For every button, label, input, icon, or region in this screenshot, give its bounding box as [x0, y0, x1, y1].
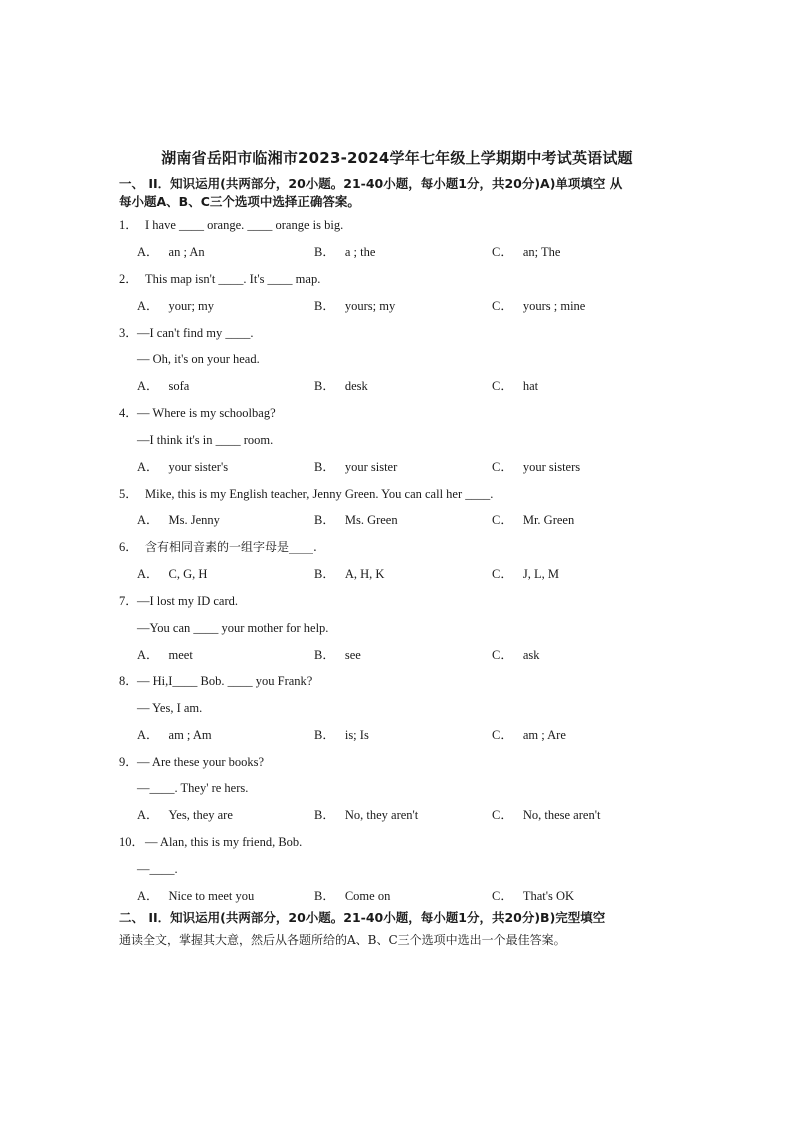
- option-a: A． Nice to meet you: [137, 889, 255, 903]
- options-row: [119, 726, 679, 744]
- options-row: [119, 511, 679, 529]
- question-text: —____.: [137, 862, 178, 876]
- question-stem: [119, 404, 679, 422]
- question-text: — Yes, I am.: [137, 701, 203, 715]
- question-stem: [119, 672, 679, 690]
- option-c: C． No, these aren't: [492, 808, 601, 822]
- question-reply: [119, 779, 679, 797]
- options-row: [119, 243, 679, 261]
- option-c: C． That's OK: [492, 889, 575, 903]
- options-row: [119, 646, 679, 664]
- question-stem: [119, 592, 679, 610]
- question-text: — Oh, it's on your head.: [137, 352, 260, 366]
- option-b: B． Ms. Green: [314, 513, 398, 527]
- option-c: C． hat: [492, 379, 539, 393]
- question-stem: [119, 485, 679, 503]
- question-text: Mike, this is my English teacher, Jenny Green. You can call her ____.: [145, 487, 494, 501]
- question-text: — Alan, this is my friend, Bob.: [145, 835, 303, 849]
- question-reply: [119, 619, 679, 637]
- option-a: A． C, G, H: [137, 567, 208, 581]
- option-c: C． J, L, M: [492, 567, 559, 581]
- question-text: This map isn't ____. It's ____ map.: [145, 272, 321, 286]
- page-title: 湖南省岳阳市临湘市2023-2024学年七年级上学期期中考试英语试题: [161, 149, 633, 167]
- question-text: —You can ____ your mother for help.: [137, 621, 329, 635]
- option-a: A． Ms. Jenny: [137, 513, 220, 527]
- options-row: [119, 806, 679, 824]
- option-c: C． Mr. Green: [492, 513, 575, 527]
- option-a: A． your sister's: [137, 460, 229, 474]
- question-number: 4．: [119, 406, 138, 420]
- question-stem: [119, 538, 679, 556]
- question-text: — Hi,I____ Bob. ____ you Frank?: [137, 674, 313, 688]
- options-row: [119, 565, 679, 583]
- option-a: A． sofa: [137, 379, 190, 393]
- section-1-heading-line-1: 一、 II．知识运用(共两部分，20小题。21-40小题，每小题1分，共20分)A)单项填空 从: [119, 176, 623, 191]
- question-number: 8．: [119, 674, 138, 688]
- question-text: —I lost my ID card.: [137, 594, 239, 608]
- question-text: —I think it's in ____ room.: [137, 433, 274, 447]
- option-a: A． an ; An: [137, 245, 205, 259]
- question-stem: [119, 270, 679, 288]
- question-number: 3．: [119, 326, 138, 340]
- section-1-heading-line-2: 每小题A、B、C三个选项中选择正确答案。: [119, 194, 360, 209]
- option-c: C． am ; Are: [492, 728, 566, 742]
- option-b: B． your sister: [314, 460, 398, 474]
- question-reply: [119, 699, 679, 717]
- question-stem: [119, 833, 679, 851]
- option-b: B． is; Is: [314, 728, 369, 742]
- option-b: B． No, they aren't: [314, 808, 419, 822]
- option-b: B． desk: [314, 379, 368, 393]
- question-number: 10．: [119, 835, 145, 849]
- options-row: [119, 458, 679, 476]
- options-row: [119, 377, 679, 395]
- question-text: —I can't find my ____.: [137, 326, 254, 340]
- option-c: C． yours ; mine: [492, 299, 586, 313]
- options-row: [119, 297, 679, 315]
- question-number: 7．: [119, 594, 138, 608]
- question-number: 9．: [119, 755, 138, 769]
- question-text: — Where is my schoolbag?: [137, 406, 276, 420]
- question-number: 6．: [119, 540, 138, 554]
- option-a: A． your; my: [137, 299, 215, 313]
- option-b: B． Come on: [314, 889, 391, 903]
- question-text: —____. They' re hers.: [137, 781, 249, 795]
- question-reply: [119, 860, 679, 878]
- question-stem: [119, 216, 679, 234]
- question-reply: [119, 350, 679, 368]
- option-c: C． an; The: [492, 245, 561, 259]
- option-b: B． yours; my: [314, 299, 396, 313]
- option-c: C． ask: [492, 648, 540, 662]
- question-text: 含有相同音素的一组字母是____.: [145, 540, 317, 554]
- section-2-heading: 二、 II．知识运用(共两部分，20小题。21-40小题，每小题1分，共20分)B)完型填空: [119, 910, 606, 925]
- question-reply: [119, 431, 679, 449]
- question-text: I have ____ orange. ____ orange is big.: [145, 218, 344, 232]
- option-c: C． your sisters: [492, 460, 581, 474]
- option-b: B． A, H, K: [314, 567, 385, 581]
- options-row: [119, 887, 679, 905]
- option-b: B． a ; the: [314, 245, 376, 259]
- question-stem: [119, 753, 679, 771]
- option-a: A． am ; Am: [137, 728, 212, 742]
- section-2-instruction: 通读全文，掌握其大意，然后从各题所给的A、B、C三个选项中选出一个最佳答案。: [119, 933, 566, 947]
- option-a: A． meet: [137, 648, 193, 662]
- question-number: 1．: [119, 218, 138, 232]
- question-text: — Are these your books?: [137, 755, 265, 769]
- question-number: 5．: [119, 487, 138, 501]
- question-number: 2．: [119, 272, 138, 286]
- option-a: A． Yes, they are: [137, 808, 233, 822]
- option-b: B． see: [314, 648, 361, 662]
- question-stem: [119, 324, 679, 342]
